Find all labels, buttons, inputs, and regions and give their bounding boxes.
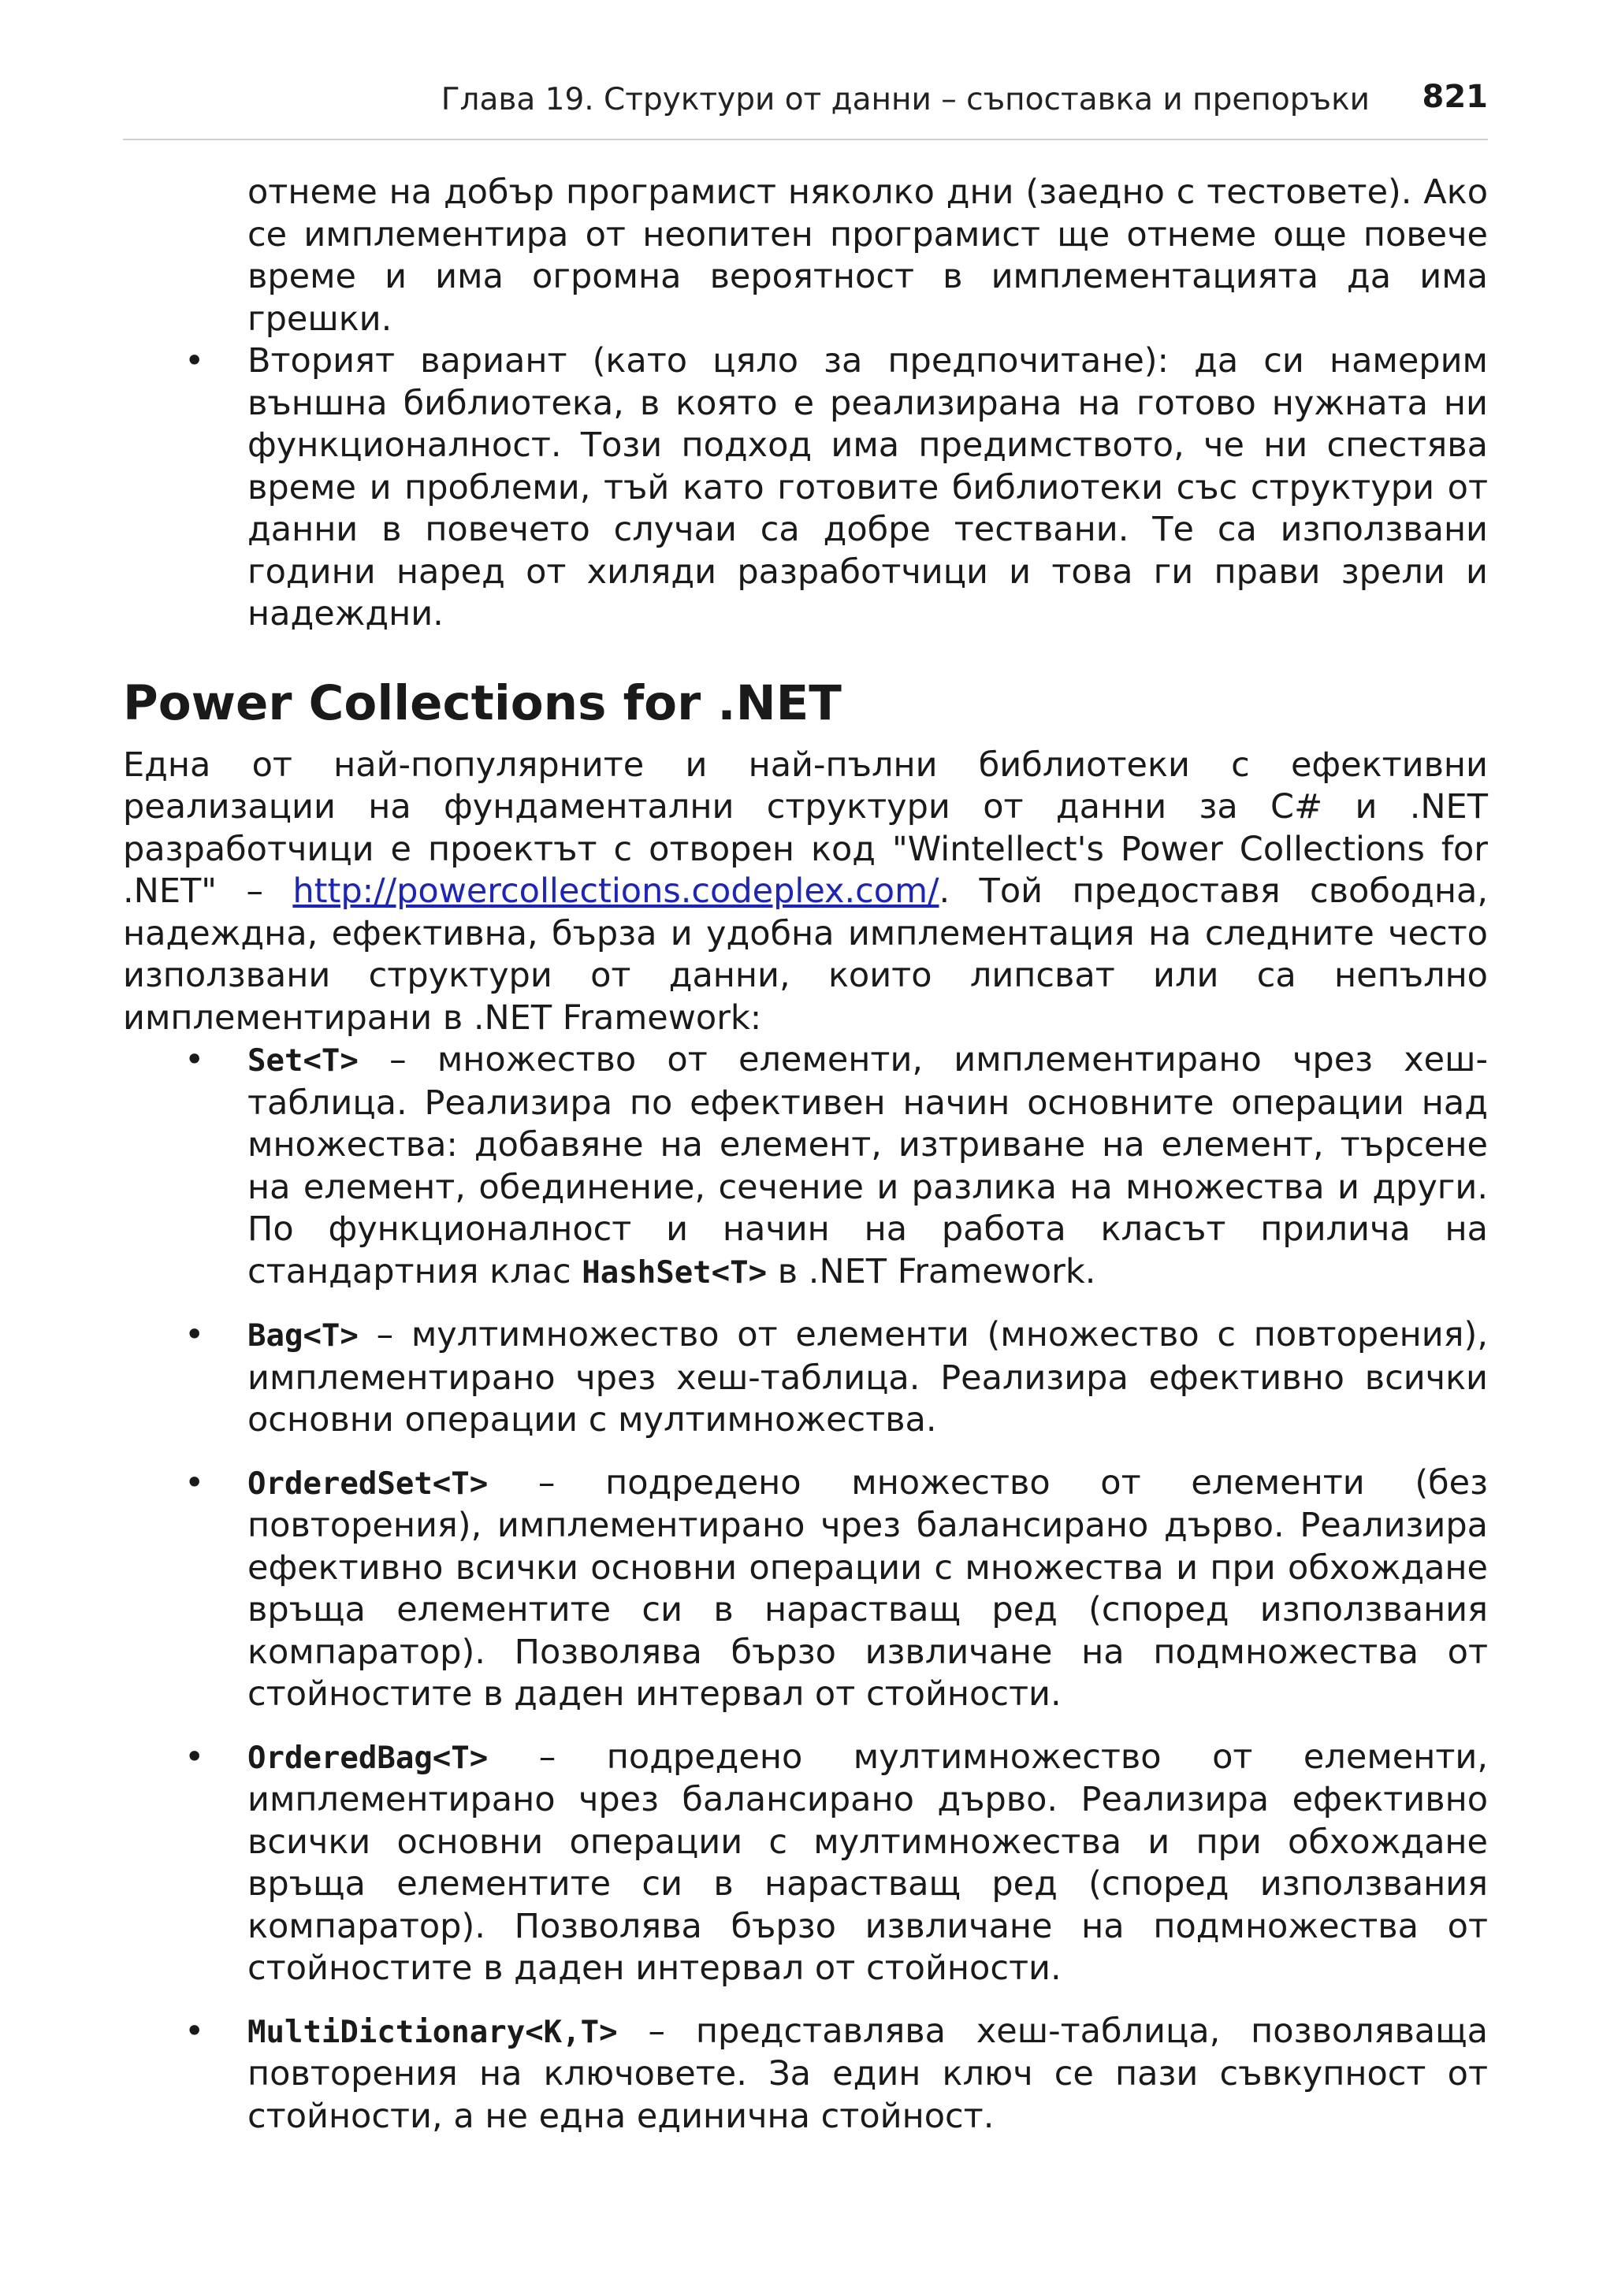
class-name: Bag<T> xyxy=(247,1318,359,1354)
page-number: 821 xyxy=(1422,79,1488,115)
collection-item-multi-dictionary xyxy=(123,2011,1488,2138)
running-header xyxy=(123,0,1488,140)
collection-description: – подредено множество от елементи (без повторения), имплементирано чрез балансирано дърво. Реализира ефективно всички основни операции с множества и при обхождане връща елементите си в нарастващ ред (според използвания компаратор). Позволява бързо извличане на подмножества от стойностите в даден интервал от стойности. xyxy=(247,1462,1488,1714)
collection-item-ordered-set xyxy=(123,1462,1488,1716)
intro-text: Една от най-популярните и най-пълни библиотеки с ефективни реализации на фундаментални структури от данни за C# и .NET разработчици е проектът с отворен код "Wintellect's Power Collections for .NET" – xyxy=(123,745,1488,911)
intro-text-continued: . Той предоставя свободна, надеждна, ефективна, бърза и удобна имплементация на следните често използвани структури от данни, които липсват или са непълно имплементирани в .NET Framework: xyxy=(123,871,1489,1038)
collection-item-bag xyxy=(123,1314,1488,1442)
collection-description: – подредено мултимножество от елементи, имплементирано чрез балансирано дърво. Реализира ефективно всички основни операции с мултимножества и при обхождане връща елементите си в нарастващ ред (според използвания компаратор). Позволява бързо извличане на подмножества от стойностите в даден интервал от стойности. xyxy=(247,1737,1488,1988)
class-name: OrderedBag<T> xyxy=(247,1740,489,1776)
class-name: OrderedSet<T> xyxy=(247,1466,489,1502)
options-list xyxy=(123,340,1488,636)
bullet-icon: • xyxy=(184,1737,205,1777)
collection-item-set xyxy=(123,1039,1488,1294)
bullet-icon: • xyxy=(184,1462,205,1503)
collection-description: – представлява хеш-таблица, позволяваща повторения на ключовете. За един ключ се пази съвкупност от стойности, а не една единична стойност. xyxy=(247,2011,1488,2136)
class-name: MultiDictionary<K,T> xyxy=(247,2014,618,2050)
collection-description: – мултимножество от елементи (множество с повторения), имплементирано чрез хеш-таблица. Реализира ефективно всички основни операции с мултимножества. xyxy=(247,1315,1488,1440)
bullet-icon: • xyxy=(184,341,205,381)
class-name: Set<T> xyxy=(247,1043,359,1079)
collection-description: – множество от елементи, имплементирано чрез хеш-таблица. Реализира по ефективен начин основните операции над множества: добавяне на елемент, изтриване на елемент, търсене на елемент, обединение, сечение и разлика на множества и други. По функционалност и начин на работа класът прилича на стандартния клас xyxy=(247,1040,1488,1291)
collections-list xyxy=(123,1039,1488,2138)
bullet-icon: • xyxy=(184,1040,205,1079)
class-name-reference: HashSet<T> xyxy=(582,1254,768,1291)
section-intro-paragraph xyxy=(123,745,1488,1040)
continued-paragraph: отнеме на добър програмист няколко дни (заедно с тестовете). Ако се имплементира от неопитен програмист ще отнеме още повече време и има огромна вероятност в имплементацията да има грешки. xyxy=(247,173,1488,339)
bullet-icon: • xyxy=(184,1315,205,1354)
bullet-icon: • xyxy=(184,2011,205,2051)
list-item xyxy=(123,340,1488,636)
collection-item-ordered-bag xyxy=(123,1737,1488,1990)
collection-description-tail: в .NET Framework. xyxy=(767,1251,1096,1291)
section-heading: Power Collections for .NET xyxy=(123,674,842,731)
page-content xyxy=(123,172,1488,2138)
list-item-text: Вторият вариант (като цяло за предпочитане): да си намерим външна библиотека, в която е реализирана на готово нужната ни функционалност. Този подход има предимството, че ни спестява време и проблеми, тъй като готовите библиотеки със структури от данни в повечето случаи са добре тествани. Те са използвани години наред от хиляди разработчици и това ги прави зрели и надеждни. xyxy=(247,341,1488,633)
chapter-title: Глава 19. Структури от данни – съпоставка и препоръки xyxy=(441,82,1370,117)
powercollections-link[interactable]: http://powercollections.codeplex.com/ xyxy=(292,871,939,911)
